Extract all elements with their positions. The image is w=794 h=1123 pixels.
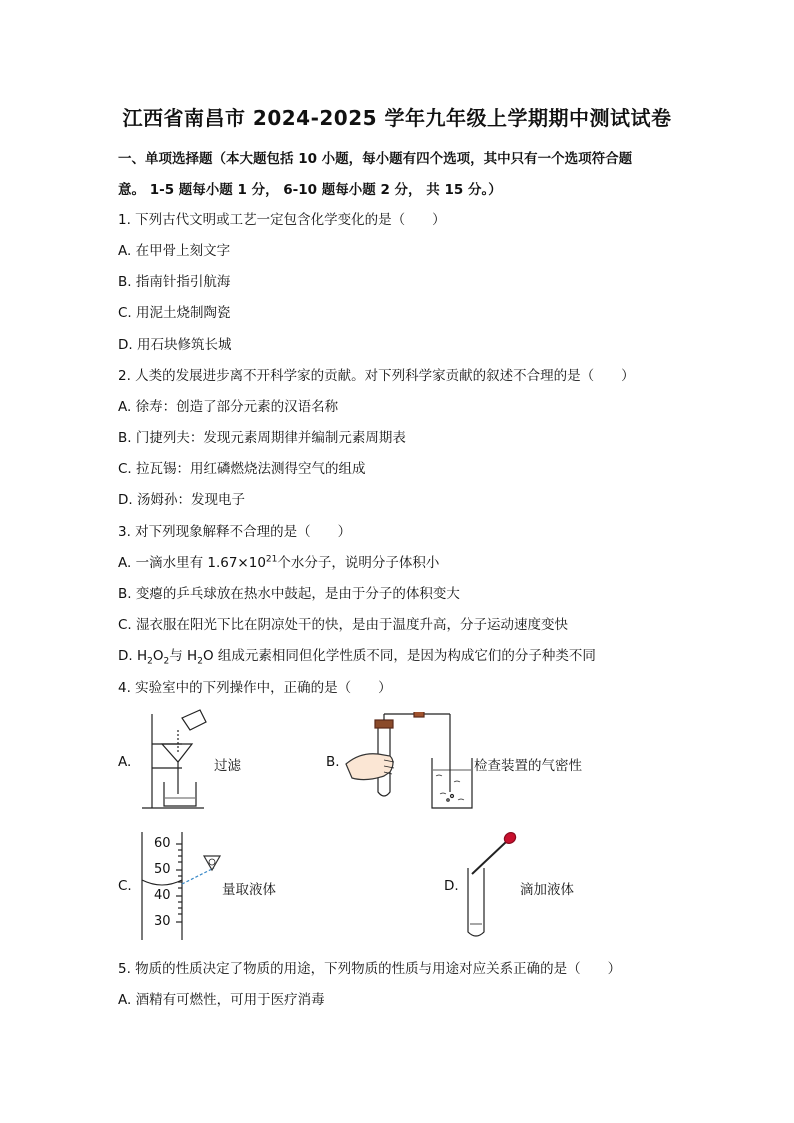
q5-stem: 5. 物质的性质决定了物质的用途，下列物质的性质与用途对应关系正确的是（ ） (118, 961, 622, 977)
q4-stem: 4. 实验室中的下列操作中，正确的是（ ） (118, 680, 392, 696)
q2-option-d: D. 汤姆孙：发现电子 (118, 492, 245, 508)
cylinder-tick-50: 50 (154, 862, 171, 877)
q3-option-c: C. 湿衣服在阳光下比在阴凉处干的快，是由于温度升高，分子运动速度变快 (118, 617, 569, 633)
q2-option-c: C. 拉瓦锡：用红磷燃烧法测得空气的组成 (118, 461, 366, 477)
filtration-apparatus-diagram (138, 704, 210, 814)
dropper-test-tube-diagram (460, 828, 522, 942)
airtightness-check-diagram (344, 712, 474, 812)
q1-option-c: C. 用泥土烧制陶瓷 (118, 305, 231, 321)
q4-option-d-letter: D. (444, 878, 459, 894)
q4-option-b-letter: B. (326, 754, 340, 770)
graduated-cylinder-diagram (138, 830, 230, 942)
q1-option-a: A. 在甲骨上刻文字 (118, 243, 231, 259)
cylinder-tick-40: 40 (154, 888, 171, 903)
q5-option-a: A. 酒精有可燃性，可用于医疗消毒 (118, 992, 325, 1008)
q4-option-c-letter: C. (118, 878, 132, 894)
q3-stem: 3. 对下列现象解释不合理的是（ ） (118, 524, 352, 540)
section-heading-line1: 一、单项选择题（本大题包括 10 小题，每小题有四个选项，其中只有一个选项符合题 (118, 151, 633, 167)
q4-option-a-label: 过滤 (214, 758, 241, 774)
q4-option-d-label: 滴加液体 (520, 882, 574, 898)
q3-option-d: D. $H_2O_2$与 $H_2O$ 组成元素相同但化学性质不同，是因为构成它们的分子种类不同 (118, 648, 596, 667)
q1-option-d: D. 用石块修筑长城 (118, 337, 232, 353)
q3-option-b: B. 变瘪的乒乓球放在热水中鼓起，是由于分子的体积变大 (118, 586, 460, 602)
q4-option-a-letter: A. (118, 754, 132, 770)
page-title: 江西省南昌市 2024-2025 学年九年级上学期期中测试试卷 (122, 106, 672, 130)
q3-option-a: A. 一滴水里有 $1.67\times 10^{21}$个水分子，说明分子体积小 (118, 554, 440, 571)
section-heading-line2: 意。 1-5 题每小题 1 分， 6-10 题每小题 2 分， 共 15 分。） (118, 182, 502, 198)
q1-stem: 1. 下列古代文明或工艺一定包含化学变化的是（ ） (118, 212, 446, 228)
cylinder-tick-30: 30 (154, 914, 171, 929)
q4-option-b-label: 检查装置的气密性 (474, 758, 582, 774)
q2-option-b: B. 门捷列夫：发现元素周期律并编制元素周期表 (118, 430, 406, 446)
q2-option-a: A. 徐寿：创造了部分元素的汉语名称 (118, 399, 339, 415)
q4-option-c-label: 量取液体 (222, 882, 276, 898)
cylinder-tick-60: 60 (154, 836, 171, 851)
q1-option-b: B. 指南针指引航海 (118, 274, 231, 290)
q2-stem: 2. 人类的发展进步离不开科学家的贡献。对下列科学家贡献的叙述不合理的是（ ） (118, 368, 635, 384)
